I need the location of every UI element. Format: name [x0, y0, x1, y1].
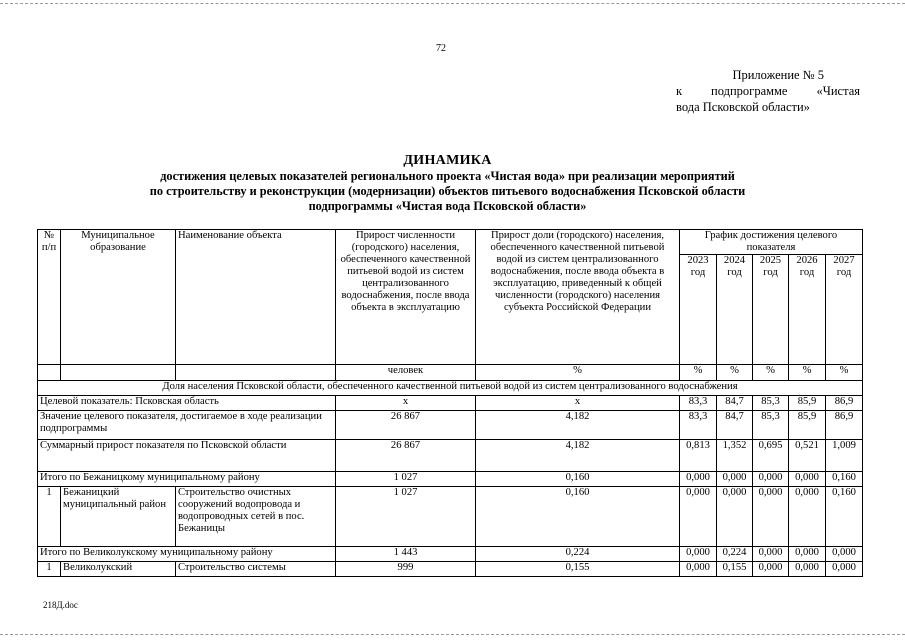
cell-share: 0,160 [476, 472, 680, 487]
appendix-block [676, 67, 860, 115]
header-year: 2024 год [717, 255, 753, 365]
cell-share: 4,182 [476, 411, 680, 440]
cell-year: 0,000 [717, 487, 753, 547]
cell-share: 0,224 [476, 547, 680, 562]
header-year: 2027 год [826, 255, 863, 365]
unit-year: % [717, 365, 753, 381]
header-year: 2026 год [789, 255, 826, 365]
cell-year: 0,000 [789, 472, 826, 487]
cell-year: 0,000 [753, 487, 789, 547]
table-row [38, 411, 863, 440]
table-row [38, 440, 863, 472]
unit-year: % [789, 365, 826, 381]
header-year: 2023 год [680, 255, 717, 365]
row-label: Итого по Великолукскому муниципальному району [38, 547, 336, 562]
table-row [38, 472, 863, 487]
cell-year: 0,000 [680, 547, 717, 562]
cell-municipality: Бежаницкий муниципальный район [61, 487, 176, 547]
dynamics-table [37, 229, 863, 577]
cell-people: х [336, 396, 476, 411]
cell-year: 84,7 [717, 411, 753, 440]
header-num: № п/п [38, 230, 61, 365]
cell-num: 1 [38, 487, 61, 547]
cell-people: 999 [336, 562, 476, 577]
cell-year: 83,3 [680, 411, 717, 440]
cell-people: 1 443 [336, 547, 476, 562]
document-title [40, 152, 855, 214]
cell-share: 0,155 [476, 562, 680, 577]
cell-year: 1,352 [717, 440, 753, 472]
cell-people: 26 867 [336, 411, 476, 440]
cell-year: 0,000 [789, 547, 826, 562]
row-label: Итого по Бежаницкому муниципальному району [38, 472, 336, 487]
cell-year: 86,9 [826, 411, 863, 440]
cell-year: 85,3 [753, 411, 789, 440]
cell-year: 85,9 [789, 396, 826, 411]
cell-year: 0,000 [753, 547, 789, 562]
cell-year: 0,000 [826, 547, 863, 562]
cell-year: 0,000 [680, 562, 717, 577]
header-year: 2025 год [753, 255, 789, 365]
cell-year: 0,000 [680, 472, 717, 487]
appendix-line-3: вода Псковской области» [676, 100, 810, 114]
unit-year: % [753, 365, 789, 381]
cell-share: 0,160 [476, 487, 680, 547]
cell-year: 0,000 [680, 487, 717, 547]
cell-year: 85,9 [789, 411, 826, 440]
table-row [38, 396, 863, 411]
title-line-2: по строительству и реконструкции (модернизации) объектов питьевого водоснабжения Псковской области [149, 184, 746, 198]
page-top-edge [0, 3, 905, 4]
unit-people: человек [336, 365, 476, 381]
title-main: ДИНАМИКА [403, 153, 492, 168]
cell-year: 85,3 [753, 396, 789, 411]
cell-people: 26 867 [336, 440, 476, 472]
cell-year: 0,224 [717, 547, 753, 562]
cell-num: 1 [38, 562, 61, 577]
cell-year: 0,000 [717, 472, 753, 487]
cell-people: 1 027 [336, 487, 476, 547]
cell-year: 0,155 [717, 562, 753, 577]
row-label: Суммарный прирост показателя по Псковской области [38, 440, 336, 472]
cell-year: 0,160 [826, 472, 863, 487]
cell-year: 0,813 [680, 440, 717, 472]
cell-year: 0,000 [826, 562, 863, 577]
row-label: Целевой показатель: Псковская область [38, 396, 336, 411]
cell-year: 0,000 [789, 487, 826, 547]
unit-year: % [680, 365, 717, 381]
unit-percent: % [476, 365, 680, 381]
title-line-1: достижения целевых показателей регионального проекта «Чистая вода» при реализации мероприятий [160, 169, 735, 183]
cell-object: Строительство очистных сооружений водопровода и водопроводных сетей в пос. Бежаницы [176, 487, 336, 547]
header-growth-share: Прирост доли (городского) населения, обеспеченного качественной питьевой водой из систем централизованного водоснабжения, после ввода объекта в эксплуатацию, приведенный к общей численности (городского) населения субъекта Российской Федерации [476, 230, 680, 365]
cell-year: 86,9 [826, 396, 863, 411]
cell-object: Строительство системы [176, 562, 336, 577]
page-number: 72 [436, 43, 446, 54]
header-growth-people: Прирост численности (городского) населения, обеспеченного качественной питьевой водой из систем централизованного водоснабжения, после ввода объекта в эксплуатацию [336, 230, 476, 365]
cell-year: 0,000 [789, 562, 826, 577]
cell-year: 0,521 [789, 440, 826, 472]
cell-year: 0,160 [826, 487, 863, 547]
table-row [38, 487, 863, 547]
cell-year: 84,7 [717, 396, 753, 411]
cell-people: 1 027 [336, 472, 476, 487]
cell-share: 4,182 [476, 440, 680, 472]
cell-year: 0,000 [753, 472, 789, 487]
table-row [38, 547, 863, 562]
cell-municipality: Великолукский [61, 562, 176, 577]
header-object: Наименование объекта [176, 230, 336, 365]
header-municipality: Муниципальное образование [61, 230, 176, 365]
cell-share: х [476, 396, 680, 411]
section-title: Доля населения Псковской области, обеспеченного качественной питьевой водой из систем централизованного водоснабжения [38, 381, 863, 396]
cell-year: 0,000 [753, 562, 789, 577]
file-name-footer: 218Д.doc [43, 600, 78, 610]
page-bottom-edge [0, 634, 905, 635]
header-schedule: График достижения целевого показателя [680, 230, 863, 255]
cell-year: 83,3 [680, 396, 717, 411]
title-line-3: подпрограммы «Чистая вода Псковской области» [308, 199, 587, 213]
table-row [38, 562, 863, 577]
row-label: Значение целевого показателя, достигаемое в ходе реализации подпрограммы [38, 411, 336, 440]
appendix-line-1: Приложение № 5 [732, 68, 824, 82]
unit-year: % [826, 365, 863, 381]
cell-year: 0,695 [753, 440, 789, 472]
cell-year: 1,009 [826, 440, 863, 472]
appendix-line-2: к подпрограмме «Чистая [676, 84, 860, 98]
